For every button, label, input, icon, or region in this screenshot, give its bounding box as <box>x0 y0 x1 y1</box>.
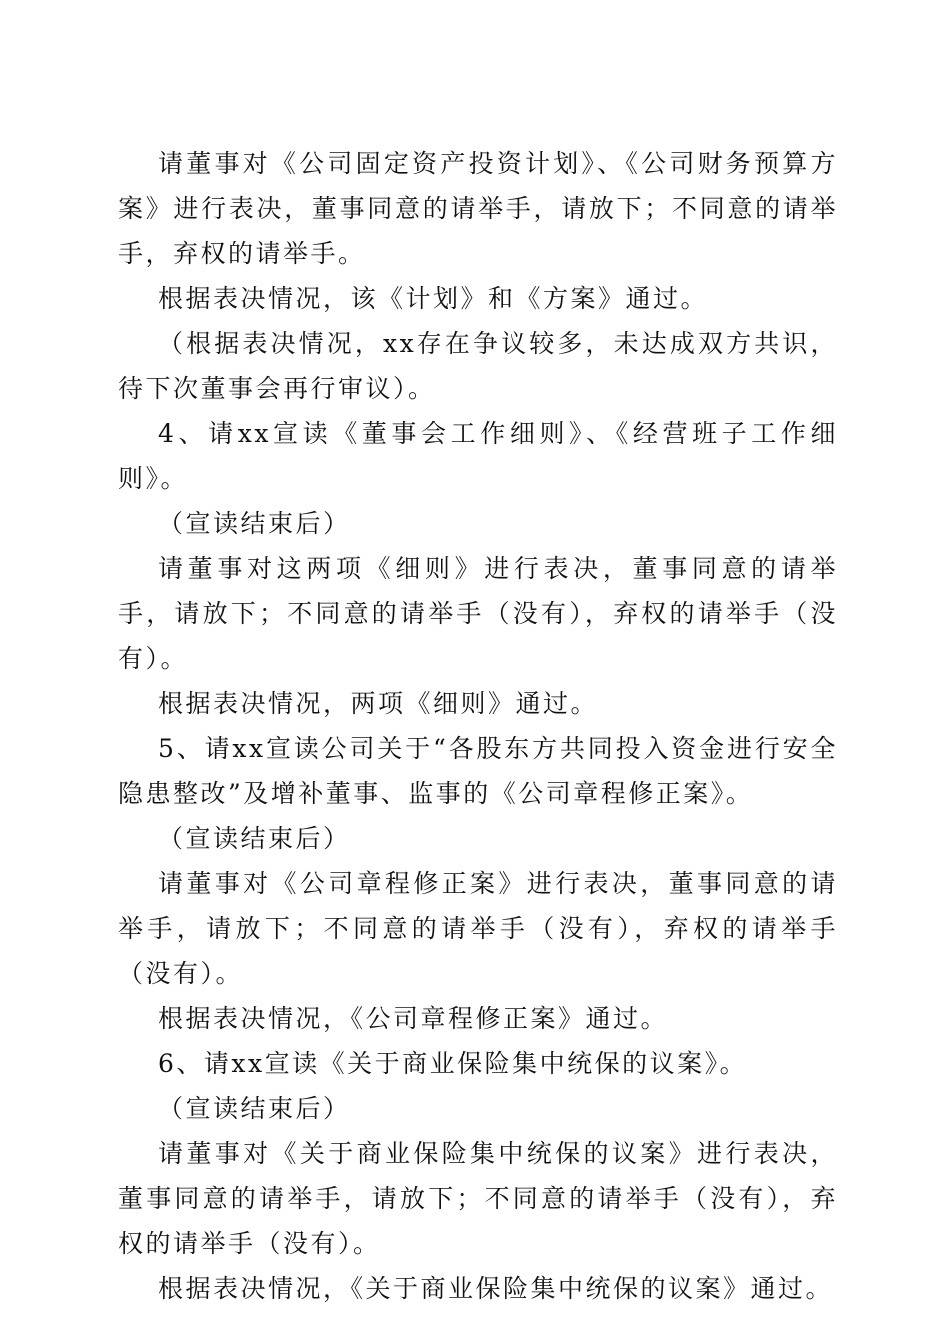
paragraph-vote-insurance-proposal: 请董事对《关于商业保险集中统保的议案》进行表决，董事同意的请举手，请放下；不同意的请举手（没有），弃权的请举手（没有）。 <box>118 1139 838 1258</box>
document-body <box>118 141 838 1311</box>
paragraph-after-reading-2: （宣读结束后） <box>158 824 351 853</box>
paragraph-vote-investment-budget: 请董事对《公司固定资产投资计划》、《公司财务预算方案》进行表决，董事同意的请举手，请放下；不同意的请举手，弃权的请举手。 <box>118 149 838 268</box>
paragraph-item-5-reading: 5、请xx宣读公司关于“各股东方共同投入资金进行安全隐患整改”及增补董事、监事的《公司章程修正案》。 <box>118 734 838 808</box>
paragraph-result-charter-amendment: 根据表决情况，《公司章程修正案》通过。 <box>158 1004 669 1033</box>
paragraph-after-reading-1: （宣读结束后） <box>158 509 351 538</box>
paragraph-vote-rules: 请董事对这两项《细则》进行表决，董事同意的请举手，请放下；不同意的请举手（没有），弃权的请举手（没有）。 <box>118 554 838 673</box>
paragraph-dispute-note: （根据表决情况，xx存在争议较多，未达成双方共识，待下次董事会再行审议）。 <box>118 329 838 403</box>
paragraph-result-insurance-proposal: 根据表决情况，《关于商业保险集中统保的议案》通过。 <box>158 1274 834 1303</box>
paragraph-result-rules: 根据表决情况，两项《细则》通过。 <box>158 689 599 718</box>
paragraph-vote-charter-amendment: 请董事对《公司章程修正案》进行表决，董事同意的请举手，请放下；不同意的请举手（没有），弃权的请举手（没有）。 <box>118 869 838 988</box>
paragraph-item-4-reading: 4、请xx宣读《董事会工作细则》、《经营班子工作细则》。 <box>118 419 838 493</box>
paragraph-after-reading-3: （宣读结束后） <box>158 1094 351 1123</box>
paragraph-result-plan-scheme: 根据表决情况，该《计划》和《方案》通过。 <box>158 284 709 313</box>
paragraph-item-6-reading: 6、请xx宣读《关于商业保险集中统保的议案》。 <box>158 1049 748 1078</box>
